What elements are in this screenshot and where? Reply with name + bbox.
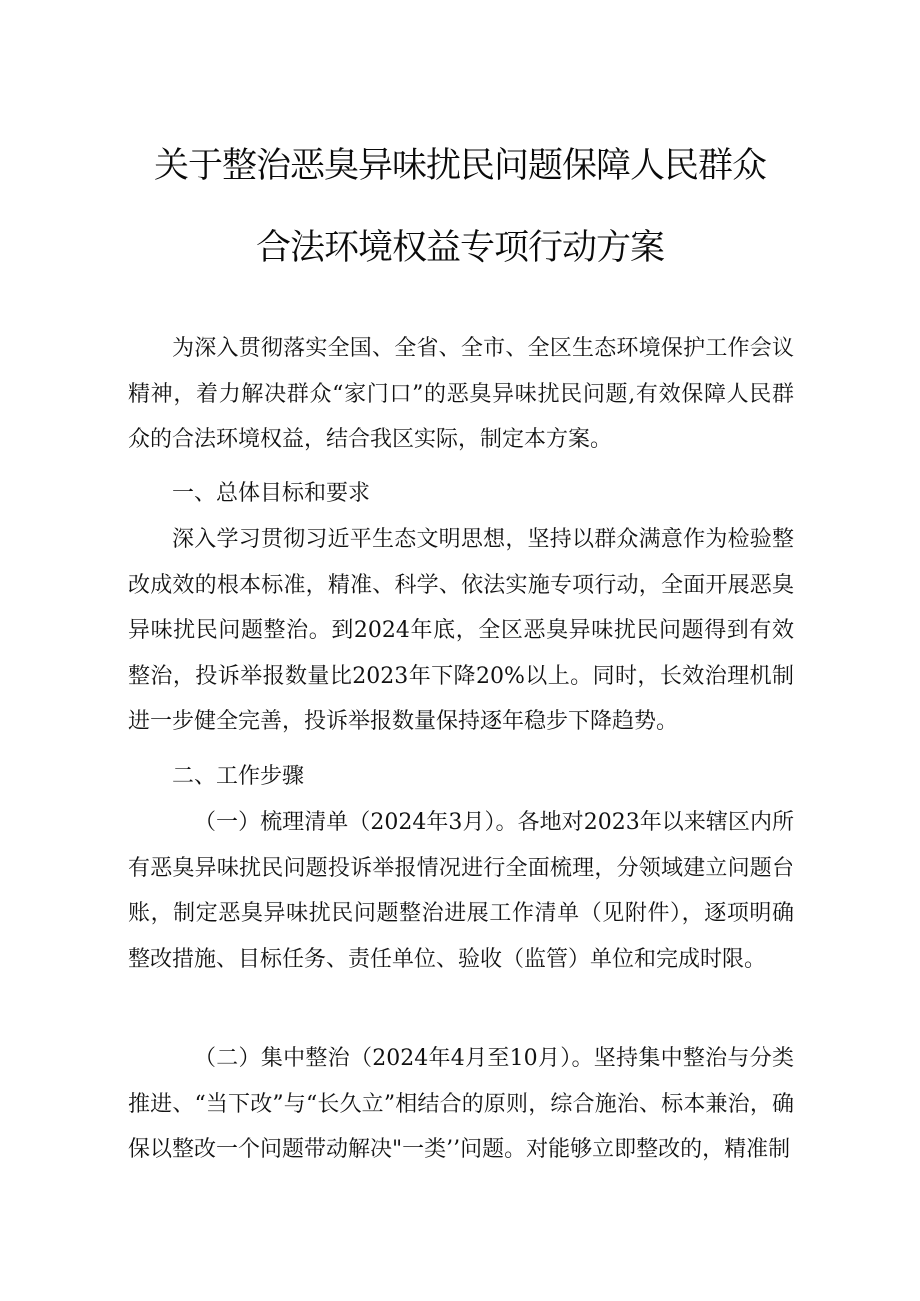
document-title-line-2: 合法环境权益专项行动方案 <box>255 228 664 268</box>
section-1-heading-block <box>128 471 794 517</box>
section-1-body: 深入学习贯彻习近平生态文明思想，坚持以群众满意作为检验整改成效的根本标准，精准、科学、依法实施专项行动，全面开展恶臭异味扰民问题整治。到2024年底，全区恶臭异味扰民问题得到有效整治，投诉举报数量比2023年下降20%以上。同时，长效治理机制进一步健全完善，投诉举报数量保持逐年稳步下降趋势。 <box>128 527 794 734</box>
section-1-heading: 一、总体目标和要求 <box>172 481 371 506</box>
section-2-heading-block <box>128 754 794 800</box>
intro-paragraph-block <box>128 326 794 463</box>
step-2-block <box>128 1036 794 1173</box>
document-title-line-1: 关于整治恶臭异味扰民问题保障人民群众 <box>153 146 766 186</box>
intro-paragraph: 为深入贯彻落实全国、全省、全市、全区生态环境保护工作会议精神，着力解决群众“家门口”的恶臭异味扰民问题,有效保障人民群众的合法环境权益，结合我区实际，制定本方案。 <box>128 336 794 452</box>
step-2-paragraph: （二）集中整治（2024年4月至10月）。坚持集中整治与分类推进、“当下改”与“长久立”相结合的原则，综合施治、标本兼治，确保以整改一个问题带动解决"一类’’问题。对能够立即整改的，精准制 <box>128 1046 794 1162</box>
step-1-paragraph: （一）梳理清单（2024年3月）。各地对2023年以来辖区内所有恶臭异味扰民问题投诉举报情况进行全面梳理，分领域建立问题台账，制定恶臭异味扰民问题整治进展工作清单（见附件），逐项明确整改措施、目标任务、责任单位、验收（监管）单位和完成时限。 <box>128 810 794 972</box>
section-1-body-block <box>128 517 794 745</box>
section-2-heading: 二、工作步骤 <box>172 764 305 789</box>
step-1-block <box>128 800 794 982</box>
